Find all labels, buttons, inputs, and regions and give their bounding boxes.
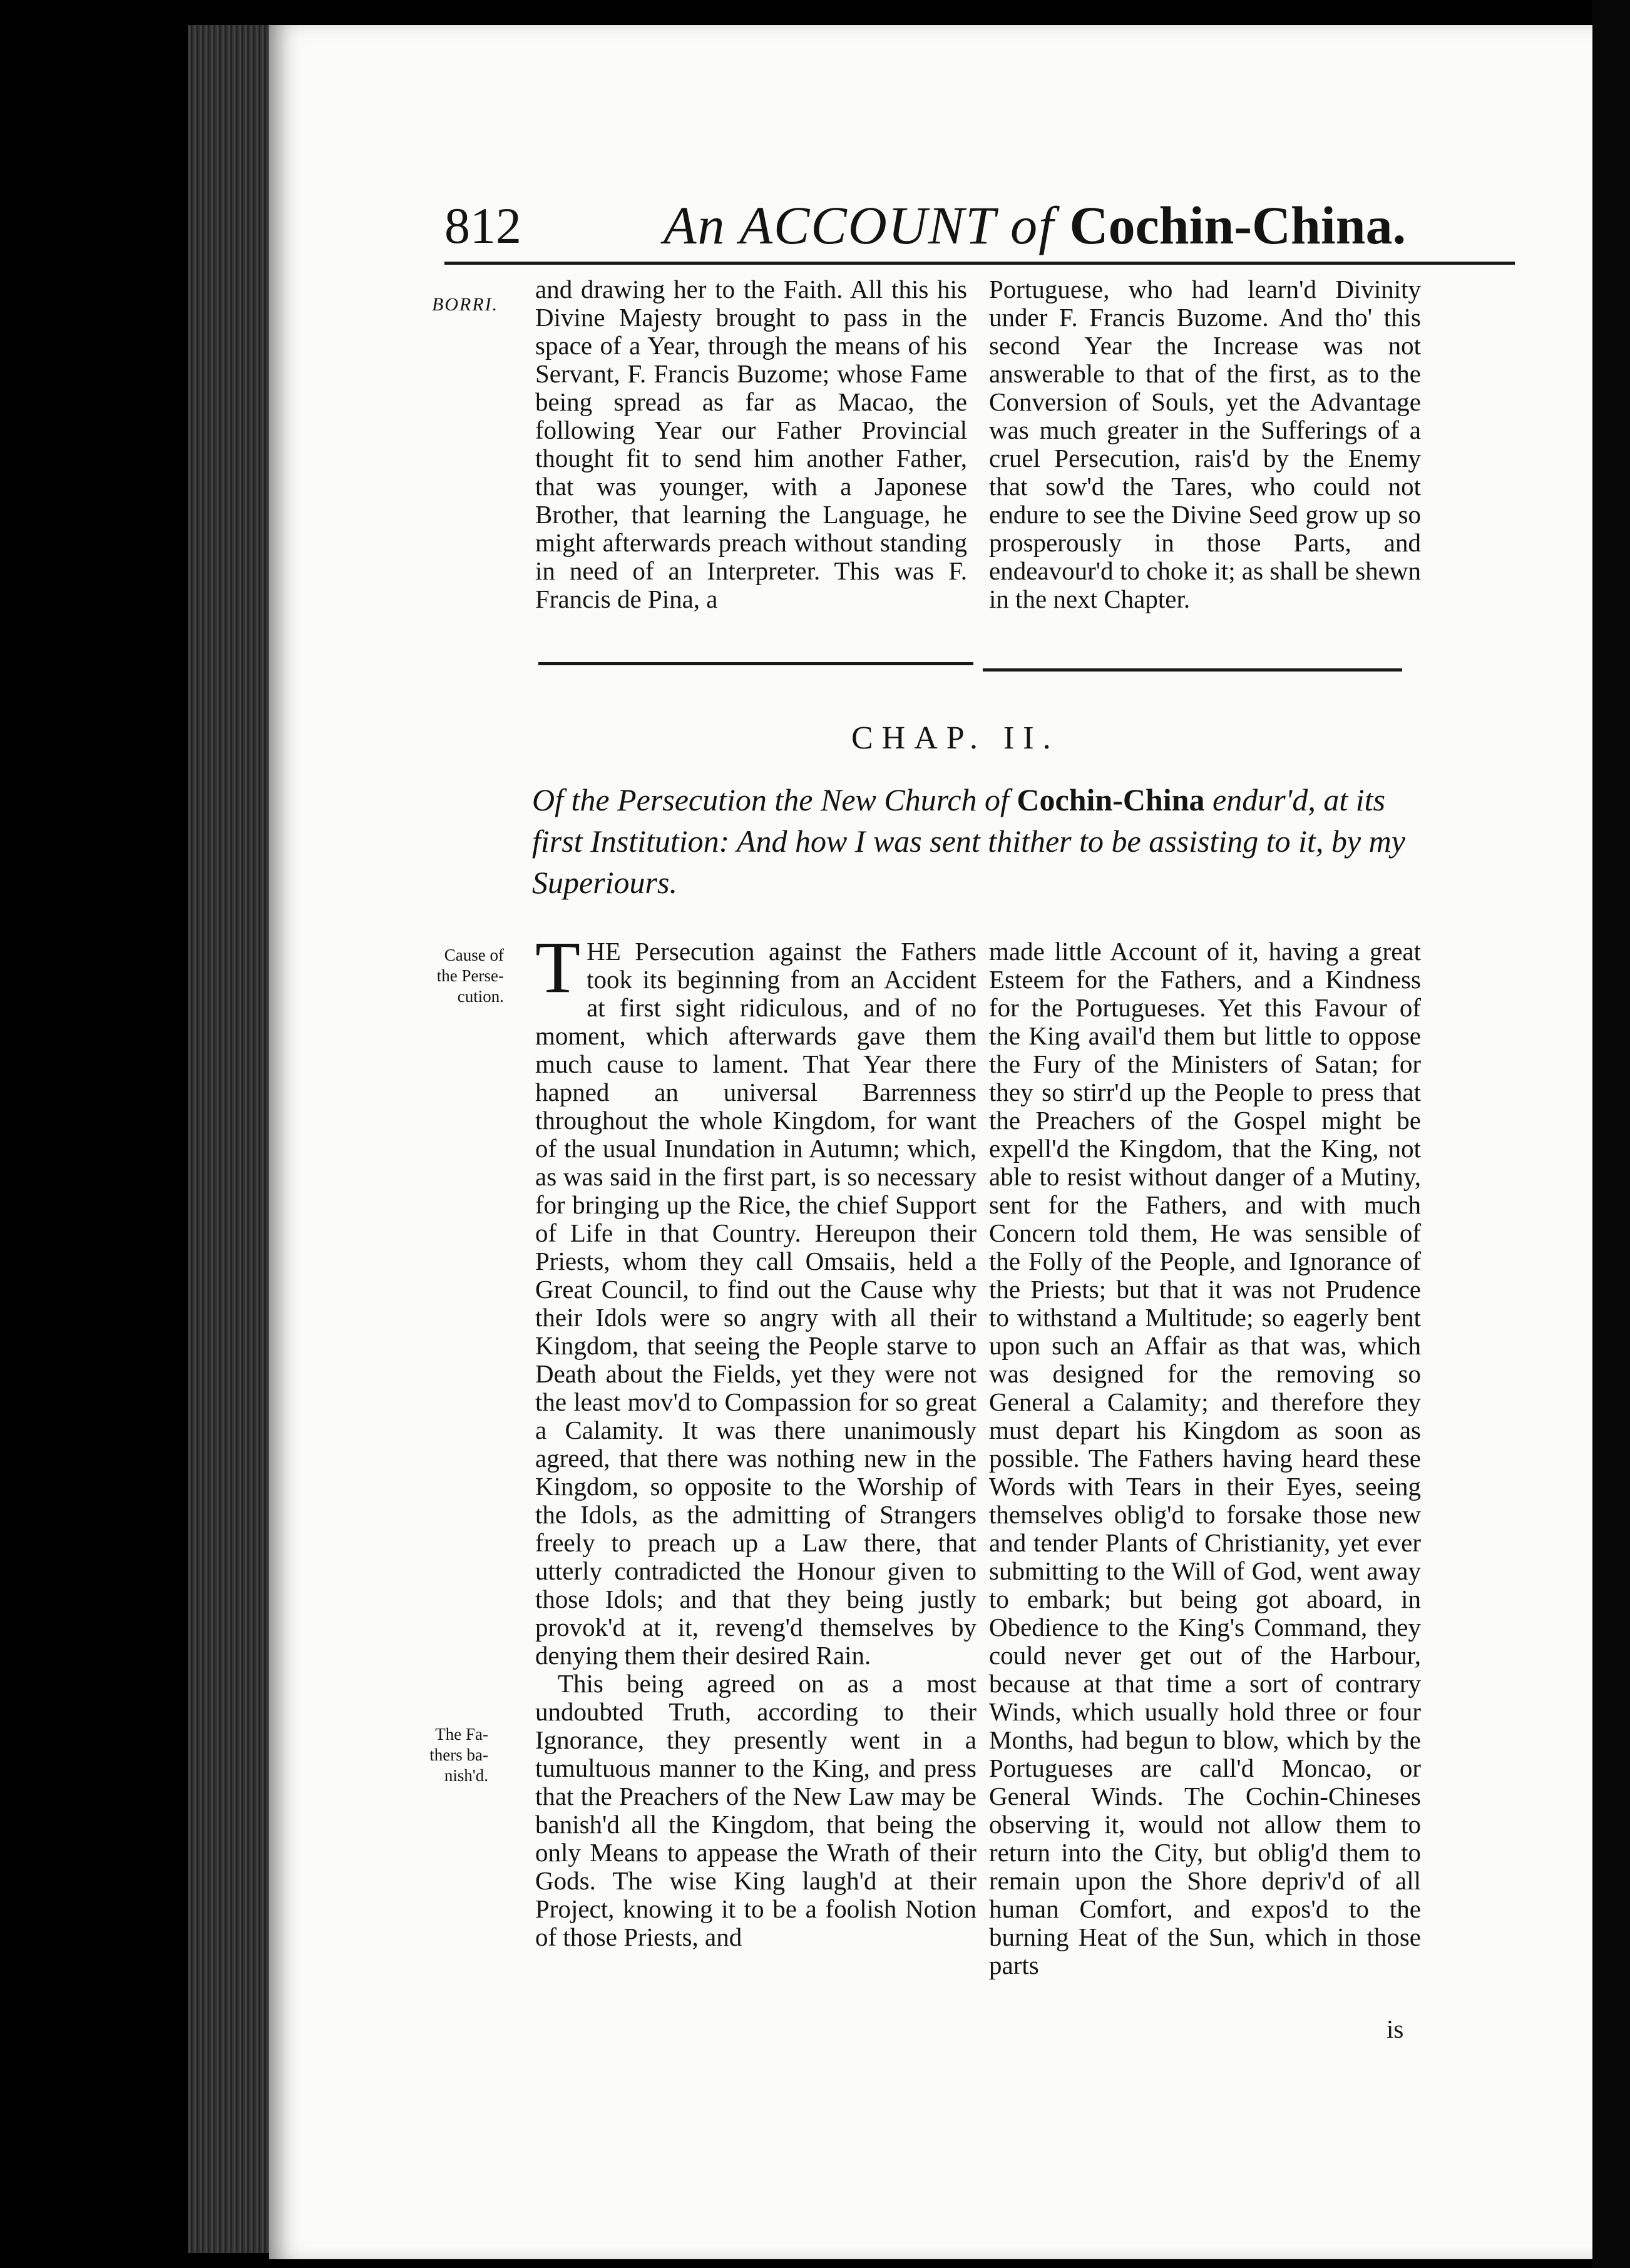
page-number: 812 xyxy=(444,197,521,254)
chapter-subtitle-place: Cochin-China xyxy=(1017,782,1205,817)
body-left-column xyxy=(535,926,976,1951)
margin-note-fathers: The Fa-thers ba-nish'd. xyxy=(429,1725,488,1785)
running-title-start: An ACCOUNT of xyxy=(664,195,1055,255)
body-right-text: made little Account of it, having a great Esteem for the Fathers, and a Kindness for the Portugueses. Yet this Favour of the King avail'd them but little to oppose the Fury of the Ministers of Satan; for they so stirr'd up the People to press that the Preachers of the Gospel might be expell'd the Kingdom, that the King, not able to resist without danger of a Mutiny, sent for the Fathers, and with much Concern told them, He was sensible of the Folly of the People, and Ignorance of the Priests; but that it was not Prudence to withstand a Multitude; so eagerly bent upon such an Affair as that was, which was designed for the removing so General a Calamity; and therefore they must depart his Kingdom as soon as possible. The Fathers having heard these Words with Tears in their Eyes, seeing themselves oblig'd to forsake those new and tender Plants of Christianity, yet ever submitting to the Will of God, went away to embark; but being got aboard, in Obedience to the King's Command, they could never get out of the Harbour, because at that time a sort of contrary Winds, which usually hold three or four Months, had begun to blow, which by the Portugueses are call'd Moncao, or General Winds. The Cochin-Chineses observing it, would not allow them to return into the City, but oblig'd them to remain upon the Shore depriv'd of all human Comfort, and expos'd to the burning Heat of the Sun, which in those parts xyxy=(989,937,1421,1979)
chapter-title: CHAP. II. xyxy=(851,720,1060,756)
top-right-text: Portuguese, who had learn'd Divinity under F. Francis Buzome. And tho' this second Year the Increase was not answerable to that of the first, as to the Conversion of Souls, yet the Advantage was much greater in the Sufferings of a cruel Persecution, rais'd by the Enemy that sow'd the Tares, who could not endure to see the Divine Seed grow up so prosperously in those Parts, and endeavour'd to choke it; as shall be shewn in the next Chapter. xyxy=(989,275,1421,613)
top-left-column xyxy=(535,275,967,613)
catchword: is xyxy=(1387,2015,1404,2043)
chapter-subtitle xyxy=(532,779,1433,903)
body-right-column xyxy=(989,937,1421,1979)
body-left-paragraph-2: This being agreed on as a most undoubted Truth, according to their Ignorance, they presently went in a tumultuous manner to the King, and press that the Preachers of the New Law may be banish'd all the Kingdom, that being the only Means to appease the Wrath of their Gods. The wise King laugh'd at their Project, knowing it to be a foolish Notion of those Priests, and xyxy=(535,1669,976,1951)
margin-note-cause: Cause of the Perse-cution. xyxy=(436,946,504,1006)
chapter-subtitle-end: endur'd, at its first Institution: And how I was sent thither to be assisting to it, by my Superiours. xyxy=(532,782,1405,900)
running-header xyxy=(444,188,1515,275)
dark-margin xyxy=(1592,0,1630,2268)
running-title-place: Cochin-China. xyxy=(1069,195,1407,255)
header-rule xyxy=(444,262,1515,265)
section-divider-right xyxy=(983,668,1402,672)
body-left-paragraph-1-text: HE Persecution against the Fathers took its beginning from an Accident at first sight ridiculous, and of no moment, which afterwards gave them much cause to lament. That Year there hapned an universal Barrenness throughout the whole Kingdom, for want of the usual Inundation in Autumn; which, as was said in the first part, is so necessary for bringing up the Rice, the chief Support of Life in that Country. Hereupon their Priests, whom they call Omsaiis, held a Great Council, to find out the Cause why their Idols were so angry with all their Kingdom, that seeing the People starve to Death about the Fields, yet they were not the least mov'd to Compassion for so great a Calamity. It was there unanimously agreed, that there was nothing new in the Kingdom, so opposite to the Worship of the Idols, as the admitting of Strangers freely to preach up a Law there, that utterly contradicted the Honour given to those Idols; and that they being justly provok'd at it, reveng'd themselves by denying them their desired Rain. xyxy=(535,937,976,1670)
drop-cap: T xyxy=(535,926,581,1008)
top-right-column xyxy=(989,275,1421,613)
section-divider-left xyxy=(538,662,973,665)
top-left-text: and drawing her to the Faith. All this his Divine Majesty brought to pass in the space of a Year, through the means of his Servant, F. Francis Buzome; whose Fame being spread as far as Macao, the following Year our Father Provincial thought fit to send him another Father, that was younger, with a Japonese Brother, that learning the Language, he might afterwards preach without standing in need of an Interpreter. This was F. Francis de Pina, a xyxy=(535,275,967,613)
running-title xyxy=(664,194,1406,257)
margin-note-author: BORRI. xyxy=(432,294,499,315)
body-left-paragraph-1 xyxy=(535,926,976,1670)
chapter-subtitle-start: Of the Persecution the New Church of xyxy=(532,782,1009,817)
